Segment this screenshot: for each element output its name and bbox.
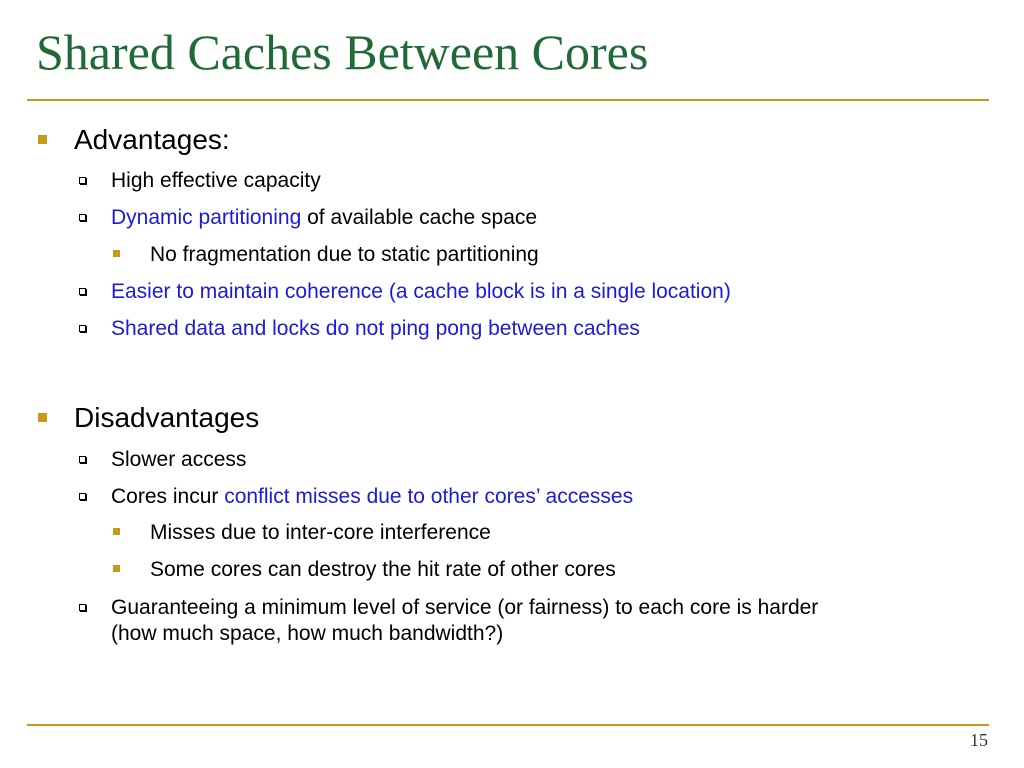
square-bullet-icon (38, 413, 47, 422)
hollow-square-bullet-icon (79, 288, 86, 295)
item-no-ping-pong: Shared data and locks do not ping pong between caches (111, 317, 640, 340)
hollow-square-bullet-icon (79, 214, 86, 221)
square-bullet-icon (38, 135, 47, 144)
dynamic-partitioning-highlight: Dynamic partitioning (111, 206, 302, 229)
item-conflict-misses (111, 484, 633, 510)
advantages-heading-row (38, 124, 230, 156)
dynamic-partitioning-rest: of available cache space (301, 206, 538, 229)
item-no-fragmentation: No fragmentation due to static partitioning (150, 243, 539, 266)
list-item (79, 316, 640, 342)
item-qos (111, 595, 818, 647)
page-number: 15 (970, 730, 988, 750)
qos-line-2: (how much space, how much bandwidth?) (111, 622, 504, 645)
list-item (79, 447, 246, 473)
item-destroy-hit-rate: Some cores can destroy the hit rate of other cores (150, 558, 616, 581)
list-item (113, 557, 616, 583)
list-item (113, 520, 491, 546)
square-bullet-icon (113, 250, 120, 257)
list-item (79, 205, 537, 231)
item-slower-access: Slower access (111, 448, 247, 471)
conflict-highlight: conflict misses due to other cores’ accesses (224, 485, 634, 508)
square-bullet-icon (113, 528, 120, 535)
advantages-heading: Advantages: (74, 124, 230, 155)
list-item (79, 595, 818, 647)
hollow-square-bullet-icon (79, 493, 86, 500)
footer-divider (27, 724, 989, 726)
qos-line-1: Guaranteeing a minimum level of service (or fairness) to each core is harder (111, 596, 819, 619)
hollow-square-bullet-icon (79, 177, 86, 184)
disadvantages-heading-row (38, 402, 259, 434)
list-item (79, 279, 731, 305)
slide-title: Shared Caches Between Cores (36, 24, 649, 80)
square-bullet-icon (113, 565, 120, 572)
disadvantages-heading: Disadvantages (74, 402, 260, 433)
item-high-capacity: High effective capacity (111, 169, 321, 192)
item-dynamic-partitioning (111, 205, 537, 231)
list-item (79, 168, 321, 194)
list-item (113, 242, 539, 268)
list-item (79, 484, 633, 510)
item-coherence: Easier to maintain coherence (a cache block is in a single location) (111, 280, 731, 303)
item-inter-core-interference: Misses due to inter-core interference (150, 521, 491, 544)
hollow-square-bullet-icon (79, 604, 86, 611)
hollow-square-bullet-icon (79, 325, 86, 332)
hollow-square-bullet-icon (79, 456, 86, 463)
conflict-prefix: Cores incur (111, 485, 225, 508)
